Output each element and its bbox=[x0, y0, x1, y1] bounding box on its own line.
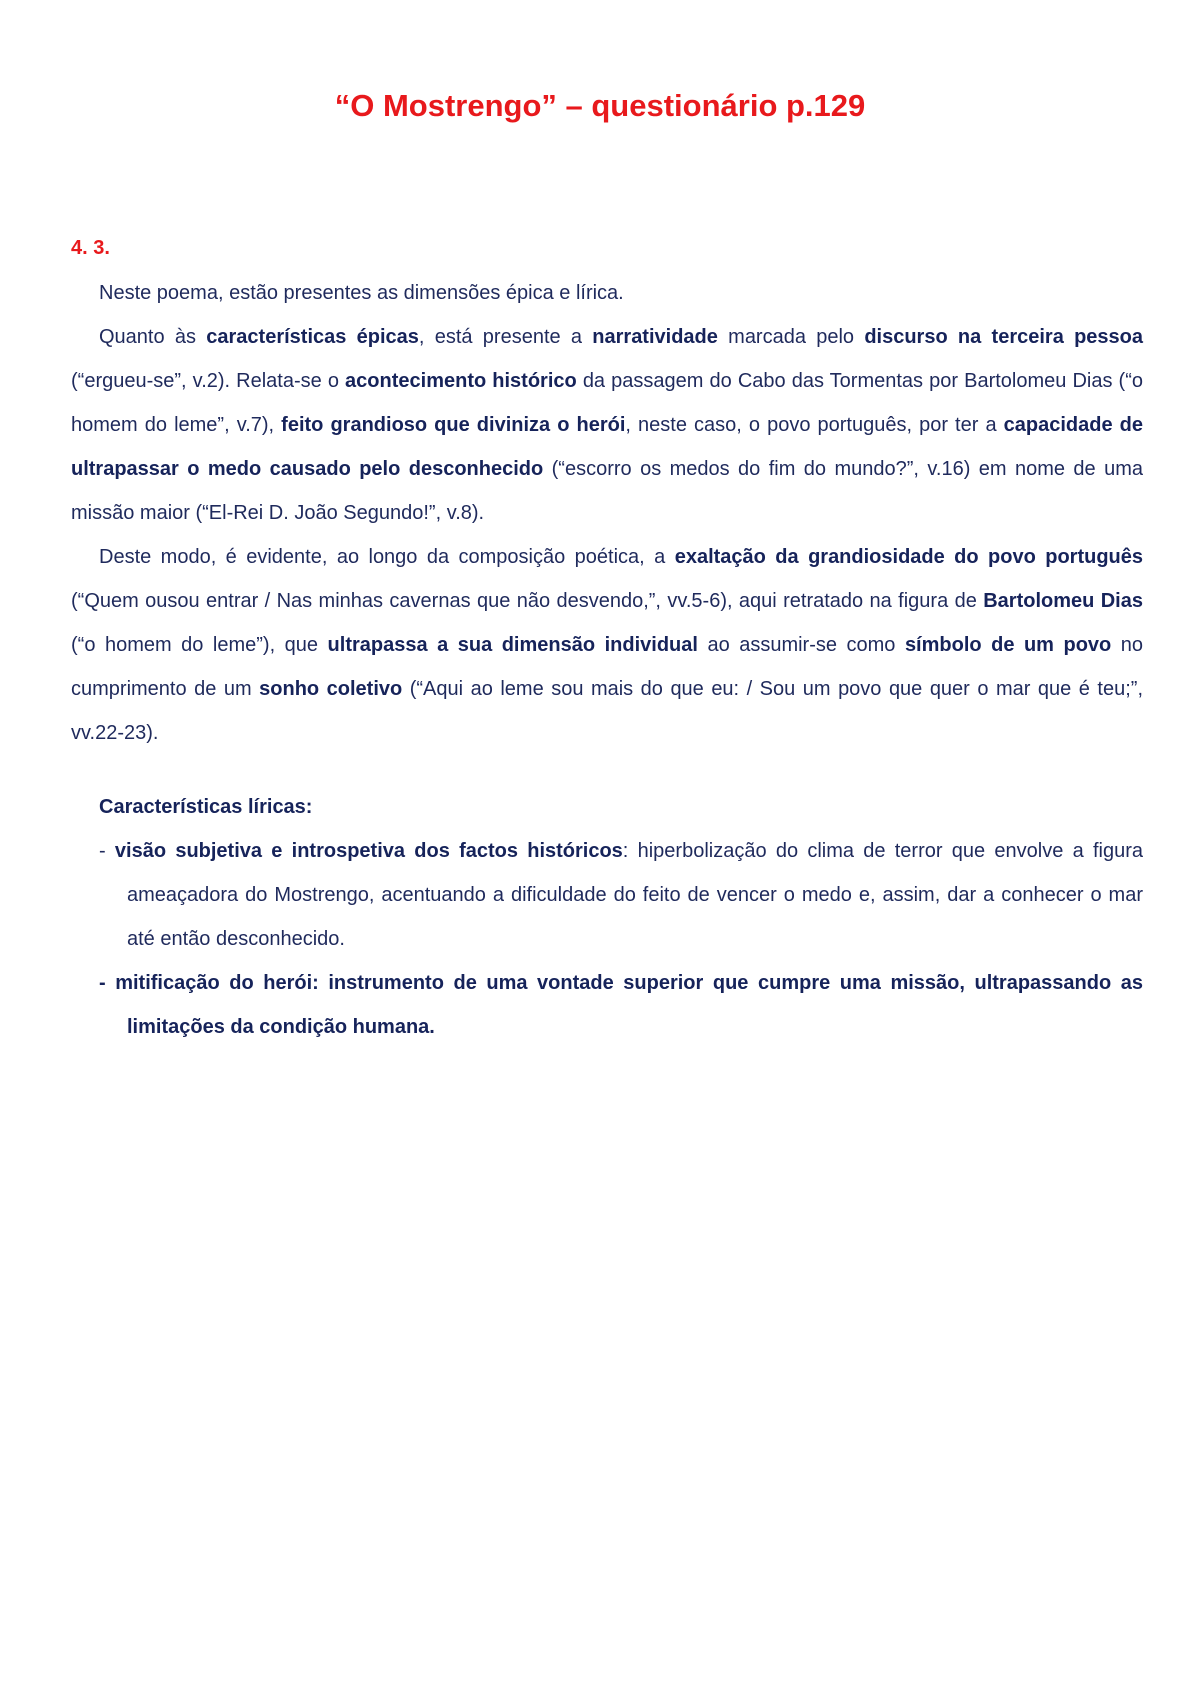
bullet-dash: - bbox=[99, 972, 116, 994]
bold-run: acontecimento histórico bbox=[345, 370, 577, 392]
text-run: , está presente a bbox=[418, 326, 593, 348]
lyric-bullet-1 bbox=[71, 829, 1143, 961]
text-run: da passagem do Cabo das Tormentas por Bartolomeu Dias (“o homem do leme”, v.7), bbox=[71, 370, 1143, 436]
text-run: , neste caso, o povo português, por ter a bbox=[625, 414, 1004, 436]
bold-run: exaltação da grandiosidade do povo português bbox=[674, 546, 1144, 568]
bold-run: narratividade bbox=[592, 326, 718, 348]
bold-run: capacidade de ultrapassar o medo causado pelo desconhecido bbox=[71, 414, 1144, 480]
lyric-heading: Características líricas: bbox=[99, 796, 313, 818]
paragraph-epic bbox=[71, 315, 1143, 535]
bold-run: feito grandioso que diviniza o herói bbox=[281, 414, 626, 436]
text-run: (“Quem ousou entrar / Nas minhas cavernas que não desvendo,”, vv.5-6), aqui retratado na figura de bbox=[71, 590, 984, 612]
bullet-dash: - bbox=[99, 840, 115, 862]
bold-run: ultrapassa a sua dimensão individual bbox=[327, 634, 698, 656]
text-run: (“o homem do leme”), que bbox=[71, 634, 328, 656]
bold-run: símbolo de um povo bbox=[904, 634, 1112, 656]
text-run: (“ergueu-se”, v.2). Relata-se o bbox=[71, 370, 346, 392]
paragraph-exaltation bbox=[71, 535, 1143, 755]
document-body bbox=[71, 233, 1143, 1049]
bold-run: mitificação do herói: instrumento de uma vontade superior que cumpre uma missão, ultrapassando as limitações da condição humana. bbox=[115, 972, 1143, 1038]
bold-run: discurso na terceira pessoa bbox=[864, 326, 1144, 348]
page-title: “O Mostrengo” – questionário p.129 bbox=[334, 88, 866, 123]
text-run: Deste modo, é evidente, ao longo da composição poética, a bbox=[99, 546, 675, 568]
bold-run: Bartolomeu Dias bbox=[983, 590, 1143, 612]
bold-run: sonho coletivo bbox=[259, 678, 403, 700]
text-run: (“escorro os medos do fim do mundo?”, v.16) em nome de uma missão maior (“El-Rei D. João Segundo!”, v.8). bbox=[71, 458, 1143, 524]
text-run: ao assumir-se como bbox=[697, 634, 905, 656]
text-run: Quanto às bbox=[99, 326, 207, 348]
bold-run: características épicas bbox=[206, 326, 419, 348]
question-number: 4. 3. bbox=[71, 237, 110, 259]
bold-run: visão subjetiva e introspetiva dos factos históricos bbox=[114, 840, 623, 862]
text-run: no cumprimento de um bbox=[71, 634, 1144, 700]
text-run: : hiperbolização do clima de terror que envolve a figura ameaçadora do Mostrengo, acentuando a dificuldade do feito de vencer o medo e, assim, dar a conhecer o mar até então desconhecido. bbox=[127, 840, 1143, 950]
text-run: marcada pelo bbox=[717, 326, 865, 348]
lyric-bullet-2 bbox=[71, 961, 1143, 1049]
text-run: (“Aqui ao leme sou mais do que eu: / Sou um povo que quer o mar que é teu;”, vv.22-23). bbox=[71, 678, 1144, 744]
paragraph-intro: Neste poema, estão presentes as dimensões épica e lírica. bbox=[99, 282, 624, 304]
